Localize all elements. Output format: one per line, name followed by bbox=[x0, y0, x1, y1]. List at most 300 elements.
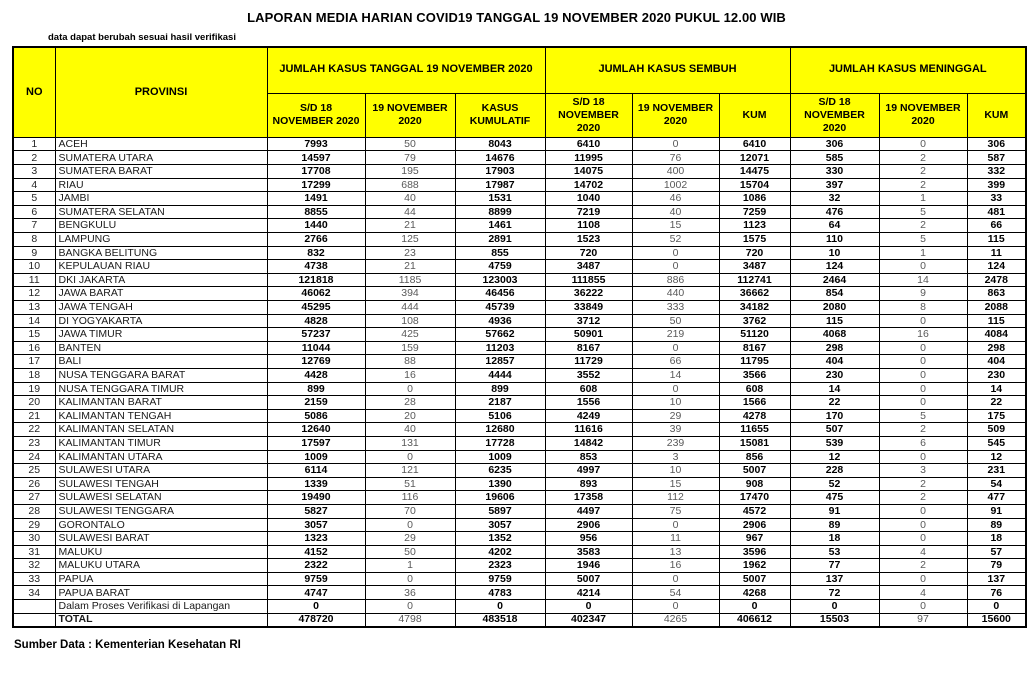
table-row bbox=[13, 260, 1026, 274]
value-cell: 1523 bbox=[545, 233, 632, 247]
value-cell: 0 bbox=[632, 600, 719, 614]
value-cell: 1123 bbox=[719, 219, 790, 233]
value-cell: 18 bbox=[967, 532, 1026, 546]
row-number: 6 bbox=[13, 205, 55, 219]
value-cell: 3 bbox=[879, 464, 967, 478]
value-cell: 6 bbox=[879, 436, 967, 450]
value-cell: 10 bbox=[632, 464, 719, 478]
row-number: 7 bbox=[13, 219, 55, 233]
value-cell: 11 bbox=[632, 532, 719, 546]
value-cell: 1531 bbox=[455, 192, 545, 206]
value-cell: 832 bbox=[267, 246, 365, 260]
value-cell: 2464 bbox=[790, 273, 879, 287]
value-cell: 298 bbox=[967, 341, 1026, 355]
value-cell: 0 bbox=[365, 600, 455, 614]
value-cell: 137 bbox=[967, 572, 1026, 586]
value-cell: 3552 bbox=[545, 368, 632, 382]
value-cell: 0 bbox=[879, 572, 967, 586]
value-cell: 440 bbox=[632, 287, 719, 301]
value-cell: 9759 bbox=[455, 572, 545, 586]
row-number: 34 bbox=[13, 586, 55, 600]
table-row bbox=[13, 205, 1026, 219]
value-cell: 39 bbox=[632, 423, 719, 437]
value-cell: 36222 bbox=[545, 287, 632, 301]
province-name: KALIMANTAN BARAT bbox=[55, 396, 267, 410]
value-cell: 131 bbox=[365, 436, 455, 450]
value-cell: 76 bbox=[632, 151, 719, 165]
table-body bbox=[13, 137, 1026, 626]
row-number bbox=[13, 600, 55, 614]
value-cell: 3057 bbox=[267, 518, 365, 532]
value-cell: 7219 bbox=[545, 205, 632, 219]
value-cell: 9759 bbox=[267, 572, 365, 586]
value-cell: 66 bbox=[632, 355, 719, 369]
value-cell: 21 bbox=[365, 219, 455, 233]
value-cell: 36662 bbox=[719, 287, 790, 301]
value-cell: 509 bbox=[967, 423, 1026, 437]
value-cell: 17728 bbox=[455, 436, 545, 450]
value-cell: 28 bbox=[365, 396, 455, 410]
value-cell: 12640 bbox=[267, 423, 365, 437]
value-cell: 6235 bbox=[455, 464, 545, 478]
value-cell: 3762 bbox=[719, 314, 790, 328]
table-row bbox=[13, 178, 1026, 192]
value-cell: 45739 bbox=[455, 301, 545, 315]
row-number: 23 bbox=[13, 436, 55, 450]
value-cell: 51 bbox=[365, 477, 455, 491]
value-cell: 175 bbox=[967, 409, 1026, 423]
province-name: BANGKA BELITUNG bbox=[55, 246, 267, 260]
value-cell: 34182 bbox=[719, 301, 790, 315]
value-cell: 230 bbox=[967, 368, 1026, 382]
value-cell: 11995 bbox=[545, 151, 632, 165]
value-cell: 36 bbox=[365, 586, 455, 600]
value-cell: 1 bbox=[879, 246, 967, 260]
value-cell: 0 bbox=[879, 355, 967, 369]
row-number: 5 bbox=[13, 192, 55, 206]
value-cell: 57662 bbox=[455, 328, 545, 342]
value-cell: 10 bbox=[790, 246, 879, 260]
value-cell: 14475 bbox=[719, 165, 790, 179]
value-cell: 4747 bbox=[267, 586, 365, 600]
value-cell: 4 bbox=[879, 545, 967, 559]
row-number: 16 bbox=[13, 341, 55, 355]
value-cell: 1002 bbox=[632, 178, 719, 192]
row-number: 19 bbox=[13, 382, 55, 396]
value-cell: 12769 bbox=[267, 355, 365, 369]
province-name: JAWA TENGAH bbox=[55, 301, 267, 315]
value-cell: 1009 bbox=[267, 450, 365, 464]
row-number: 14 bbox=[13, 314, 55, 328]
value-cell: 228 bbox=[790, 464, 879, 478]
value-cell: 11616 bbox=[545, 423, 632, 437]
value-cell: 0 bbox=[365, 382, 455, 396]
value-cell: 17987 bbox=[455, 178, 545, 192]
header-provinsi: PROVINSI bbox=[55, 47, 267, 137]
value-cell: 121 bbox=[365, 464, 455, 478]
value-cell: 400 bbox=[632, 165, 719, 179]
value-cell: 4265 bbox=[632, 613, 719, 627]
table-row bbox=[13, 477, 1026, 491]
value-cell: 89 bbox=[790, 518, 879, 532]
row-number: 30 bbox=[13, 532, 55, 546]
value-cell: 54 bbox=[967, 477, 1026, 491]
value-cell: 5827 bbox=[267, 504, 365, 518]
subheader-sembuh-sd18: S/D 18 NOVEMBER 2020 bbox=[545, 93, 632, 137]
table-row bbox=[13, 287, 1026, 301]
value-cell: 57237 bbox=[267, 328, 365, 342]
value-cell: 29 bbox=[365, 532, 455, 546]
value-cell: 3057 bbox=[455, 518, 545, 532]
value-cell: 22 bbox=[790, 396, 879, 410]
value-cell: 2322 bbox=[267, 559, 365, 573]
value-cell: 11 bbox=[967, 246, 1026, 260]
value-cell: 1461 bbox=[455, 219, 545, 233]
value-cell: 12071 bbox=[719, 151, 790, 165]
row-number: 28 bbox=[13, 504, 55, 518]
value-cell: 5 bbox=[879, 205, 967, 219]
value-cell: 0 bbox=[879, 314, 967, 328]
value-cell: 14 bbox=[790, 382, 879, 396]
value-cell: 15 bbox=[632, 219, 719, 233]
value-cell: 115 bbox=[790, 314, 879, 328]
value-cell: 2 bbox=[879, 219, 967, 233]
province-name: NUSA TENGGARA BARAT bbox=[55, 368, 267, 382]
value-cell: 14 bbox=[967, 382, 1026, 396]
value-cell: 18 bbox=[790, 532, 879, 546]
value-cell: 54 bbox=[632, 586, 719, 600]
value-cell: 3712 bbox=[545, 314, 632, 328]
value-cell: 1009 bbox=[455, 450, 545, 464]
value-cell: 17470 bbox=[719, 491, 790, 505]
value-cell: 967 bbox=[719, 532, 790, 546]
value-cell: 1440 bbox=[267, 219, 365, 233]
value-cell: 720 bbox=[719, 246, 790, 260]
value-cell: 79 bbox=[365, 151, 455, 165]
value-cell: 1556 bbox=[545, 396, 632, 410]
value-cell: 397 bbox=[790, 178, 879, 192]
value-cell: 29 bbox=[632, 409, 719, 423]
value-cell: 4152 bbox=[267, 545, 365, 559]
province-name: DI YOGYAKARTA bbox=[55, 314, 267, 328]
value-cell: 17708 bbox=[267, 165, 365, 179]
row-number: 10 bbox=[13, 260, 55, 274]
value-cell: 3487 bbox=[545, 260, 632, 274]
table-row bbox=[13, 423, 1026, 437]
row-number: 31 bbox=[13, 545, 55, 559]
value-cell: 4202 bbox=[455, 545, 545, 559]
table-row bbox=[13, 464, 1026, 478]
province-name: SULAWESI UTARA bbox=[55, 464, 267, 478]
province-name: KEPULAUAN RIAU bbox=[55, 260, 267, 274]
table-row bbox=[13, 504, 1026, 518]
value-cell: 899 bbox=[267, 382, 365, 396]
value-cell: 4497 bbox=[545, 504, 632, 518]
value-cell: 608 bbox=[545, 382, 632, 396]
value-cell: 0 bbox=[632, 246, 719, 260]
value-cell: 0 bbox=[879, 260, 967, 274]
value-cell: 57 bbox=[967, 545, 1026, 559]
value-cell: 688 bbox=[365, 178, 455, 192]
value-cell: 44 bbox=[365, 205, 455, 219]
value-cell: 15704 bbox=[719, 178, 790, 192]
value-cell: 0 bbox=[365, 572, 455, 586]
value-cell: 14 bbox=[632, 368, 719, 382]
value-cell: 88 bbox=[365, 355, 455, 369]
value-cell: 854 bbox=[790, 287, 879, 301]
value-cell: 2906 bbox=[545, 518, 632, 532]
value-cell: 4936 bbox=[455, 314, 545, 328]
value-cell: 0 bbox=[632, 572, 719, 586]
value-cell: 4428 bbox=[267, 368, 365, 382]
row-number: 9 bbox=[13, 246, 55, 260]
value-cell: 478720 bbox=[267, 613, 365, 627]
value-cell: 4 bbox=[879, 586, 967, 600]
value-cell: 14702 bbox=[545, 178, 632, 192]
value-cell: 50 bbox=[632, 314, 719, 328]
value-cell: 219 bbox=[632, 328, 719, 342]
value-cell: 333 bbox=[632, 301, 719, 315]
province-name: JAWA BARAT bbox=[55, 287, 267, 301]
province-name: GORONTALO bbox=[55, 518, 267, 532]
value-cell: 332 bbox=[967, 165, 1026, 179]
value-cell: 77 bbox=[790, 559, 879, 573]
value-cell: 17358 bbox=[545, 491, 632, 505]
value-cell: 0 bbox=[967, 600, 1026, 614]
value-cell: 12 bbox=[967, 450, 1026, 464]
value-cell: 507 bbox=[790, 423, 879, 437]
value-cell: 23 bbox=[365, 246, 455, 260]
value-cell: 0 bbox=[879, 532, 967, 546]
value-cell: 5007 bbox=[545, 572, 632, 586]
province-name: SUMATERA BARAT bbox=[55, 165, 267, 179]
value-cell: 10 bbox=[632, 396, 719, 410]
value-cell: 0 bbox=[879, 600, 967, 614]
value-cell: 3566 bbox=[719, 368, 790, 382]
value-cell: 112 bbox=[632, 491, 719, 505]
value-cell: 3583 bbox=[545, 545, 632, 559]
province-name: RIAU bbox=[55, 178, 267, 192]
row-number: 33 bbox=[13, 572, 55, 586]
value-cell: 2 bbox=[879, 477, 967, 491]
value-cell: 75 bbox=[632, 504, 719, 518]
value-cell: 5086 bbox=[267, 409, 365, 423]
value-cell: 97 bbox=[879, 613, 967, 627]
row-number: 25 bbox=[13, 464, 55, 478]
value-cell: 112741 bbox=[719, 273, 790, 287]
value-cell: 20 bbox=[365, 409, 455, 423]
row-number: 4 bbox=[13, 178, 55, 192]
value-cell: 2159 bbox=[267, 396, 365, 410]
value-cell: 402347 bbox=[545, 613, 632, 627]
subheader-meninggal-sd18: S/D 18 NOVEMBER 2020 bbox=[790, 93, 879, 137]
value-cell: 477 bbox=[967, 491, 1026, 505]
value-cell: 0 bbox=[790, 600, 879, 614]
header-group-kasus: JUMLAH KASUS TANGGAL 19 NOVEMBER 2020 bbox=[267, 47, 545, 93]
value-cell: 50 bbox=[365, 545, 455, 559]
value-cell: 2187 bbox=[455, 396, 545, 410]
value-cell: 6410 bbox=[545, 137, 632, 151]
value-cell: 8043 bbox=[455, 137, 545, 151]
value-cell: 1339 bbox=[267, 477, 365, 491]
value-cell: 19606 bbox=[455, 491, 545, 505]
table-row bbox=[13, 233, 1026, 247]
value-cell: 21 bbox=[365, 260, 455, 274]
value-cell: 475 bbox=[790, 491, 879, 505]
value-cell: 4249 bbox=[545, 409, 632, 423]
province-name: KALIMANTAN TENGAH bbox=[55, 409, 267, 423]
value-cell: 159 bbox=[365, 341, 455, 355]
header-no: NO bbox=[13, 47, 55, 137]
value-cell: 123003 bbox=[455, 273, 545, 287]
subheader-kasus-sd18: S/D 18 NOVEMBER 2020 bbox=[267, 93, 365, 137]
value-cell: 15 bbox=[632, 477, 719, 491]
value-cell: 0 bbox=[632, 518, 719, 532]
value-cell: 2478 bbox=[967, 273, 1026, 287]
value-cell: 6114 bbox=[267, 464, 365, 478]
header-group-sembuh: JUMLAH KASUS SEMBUH bbox=[545, 47, 790, 93]
row-number: 18 bbox=[13, 368, 55, 382]
province-name: DKI JAKARTA bbox=[55, 273, 267, 287]
value-cell: 476 bbox=[790, 205, 879, 219]
row-number: 13 bbox=[13, 301, 55, 315]
province-name: SULAWESI BARAT bbox=[55, 532, 267, 546]
value-cell: 17299 bbox=[267, 178, 365, 192]
value-cell: 1086 bbox=[719, 192, 790, 206]
value-cell: 8167 bbox=[719, 341, 790, 355]
value-cell: 66 bbox=[967, 219, 1026, 233]
value-cell: 399 bbox=[967, 178, 1026, 192]
row-number: 3 bbox=[13, 165, 55, 179]
value-cell: 0 bbox=[632, 382, 719, 396]
row-number: 22 bbox=[13, 423, 55, 437]
value-cell: 0 bbox=[879, 382, 967, 396]
value-cell: 1946 bbox=[545, 559, 632, 573]
value-cell: 46456 bbox=[455, 287, 545, 301]
table-row bbox=[13, 165, 1026, 179]
province-name: SUMATERA SELATAN bbox=[55, 205, 267, 219]
data-source-note: Sumber Data : Kementerian Kesehatan RI bbox=[14, 638, 241, 651]
value-cell: 6410 bbox=[719, 137, 790, 151]
subheader-meninggal-19nov: 19 NOVEMBER 2020 bbox=[879, 93, 967, 137]
value-cell: 5 bbox=[879, 409, 967, 423]
table-row bbox=[13, 436, 1026, 450]
value-cell: 115 bbox=[967, 233, 1026, 247]
verification-note: data dapat berubah sesuai hasil verifikasi bbox=[48, 32, 236, 43]
subheader-meninggal-kum: KUM bbox=[967, 93, 1026, 137]
row-number: 12 bbox=[13, 287, 55, 301]
province-name: KALIMANTAN SELATAN bbox=[55, 423, 267, 437]
province-name: KALIMANTAN TIMUR bbox=[55, 436, 267, 450]
value-cell: 3487 bbox=[719, 260, 790, 274]
table-row bbox=[13, 600, 1026, 614]
row-number bbox=[13, 613, 55, 627]
row-number: 11 bbox=[13, 273, 55, 287]
value-cell: 5106 bbox=[455, 409, 545, 423]
value-cell: 15600 bbox=[967, 613, 1026, 627]
province-name: JAMBI bbox=[55, 192, 267, 206]
value-cell: 2088 bbox=[967, 301, 1026, 315]
value-cell: 91 bbox=[967, 504, 1026, 518]
province-name: MALUKU bbox=[55, 545, 267, 559]
table-row bbox=[13, 314, 1026, 328]
value-cell: 115 bbox=[967, 314, 1026, 328]
value-cell: 7259 bbox=[719, 205, 790, 219]
province-name: LAMPUNG bbox=[55, 233, 267, 247]
value-cell: 51120 bbox=[719, 328, 790, 342]
value-cell: 79 bbox=[967, 559, 1026, 573]
value-cell: 899 bbox=[455, 382, 545, 396]
value-cell: 2 bbox=[879, 151, 967, 165]
province-name: PAPUA BARAT bbox=[55, 586, 267, 600]
table-row bbox=[13, 341, 1026, 355]
table-row bbox=[13, 368, 1026, 382]
value-cell: 0 bbox=[632, 137, 719, 151]
value-cell: 14842 bbox=[545, 436, 632, 450]
province-name: SULAWESI TENGAH bbox=[55, 477, 267, 491]
value-cell: 587 bbox=[967, 151, 1026, 165]
value-cell: 170 bbox=[790, 409, 879, 423]
value-cell: 239 bbox=[632, 436, 719, 450]
value-cell: 1491 bbox=[267, 192, 365, 206]
value-cell: 5 bbox=[879, 233, 967, 247]
value-cell: 11044 bbox=[267, 341, 365, 355]
value-cell: 110 bbox=[790, 233, 879, 247]
value-cell: 1575 bbox=[719, 233, 790, 247]
province-name: MALUKU UTARA bbox=[55, 559, 267, 573]
table-header bbox=[13, 47, 1026, 137]
row-number: 2 bbox=[13, 151, 55, 165]
value-cell: 1962 bbox=[719, 559, 790, 573]
value-cell: 40 bbox=[365, 192, 455, 206]
table-row bbox=[13, 219, 1026, 233]
value-cell: 12857 bbox=[455, 355, 545, 369]
table-row bbox=[13, 491, 1026, 505]
value-cell: 1108 bbox=[545, 219, 632, 233]
value-cell: 2906 bbox=[719, 518, 790, 532]
value-cell: 89 bbox=[967, 518, 1026, 532]
table-row bbox=[13, 328, 1026, 342]
province-name: TOTAL bbox=[55, 613, 267, 627]
value-cell: 1 bbox=[879, 192, 967, 206]
value-cell: 481 bbox=[967, 205, 1026, 219]
table-row bbox=[13, 409, 1026, 423]
value-cell: 16 bbox=[632, 559, 719, 573]
value-cell: 14 bbox=[879, 273, 967, 287]
value-cell: 111855 bbox=[545, 273, 632, 287]
value-cell: 50901 bbox=[545, 328, 632, 342]
value-cell: 394 bbox=[365, 287, 455, 301]
value-cell: 5007 bbox=[719, 464, 790, 478]
value-cell: 11795 bbox=[719, 355, 790, 369]
subheader-kasus-kumulatif: KASUS KUMULATIF bbox=[455, 93, 545, 137]
value-cell: 545 bbox=[967, 436, 1026, 450]
row-number: 21 bbox=[13, 409, 55, 423]
value-cell: 863 bbox=[967, 287, 1026, 301]
header-group-meninggal: JUMLAH KASUS MENINGGAL bbox=[790, 47, 1026, 93]
value-cell: 12 bbox=[790, 450, 879, 464]
value-cell: 1352 bbox=[455, 532, 545, 546]
value-cell: 16 bbox=[365, 368, 455, 382]
value-cell: 11729 bbox=[545, 355, 632, 369]
table-row bbox=[13, 450, 1026, 464]
value-cell: 0 bbox=[879, 518, 967, 532]
value-cell: 46062 bbox=[267, 287, 365, 301]
value-cell: 886 bbox=[632, 273, 719, 287]
value-cell: 855 bbox=[455, 246, 545, 260]
province-name: SUMATERA UTARA bbox=[55, 151, 267, 165]
value-cell: 720 bbox=[545, 246, 632, 260]
